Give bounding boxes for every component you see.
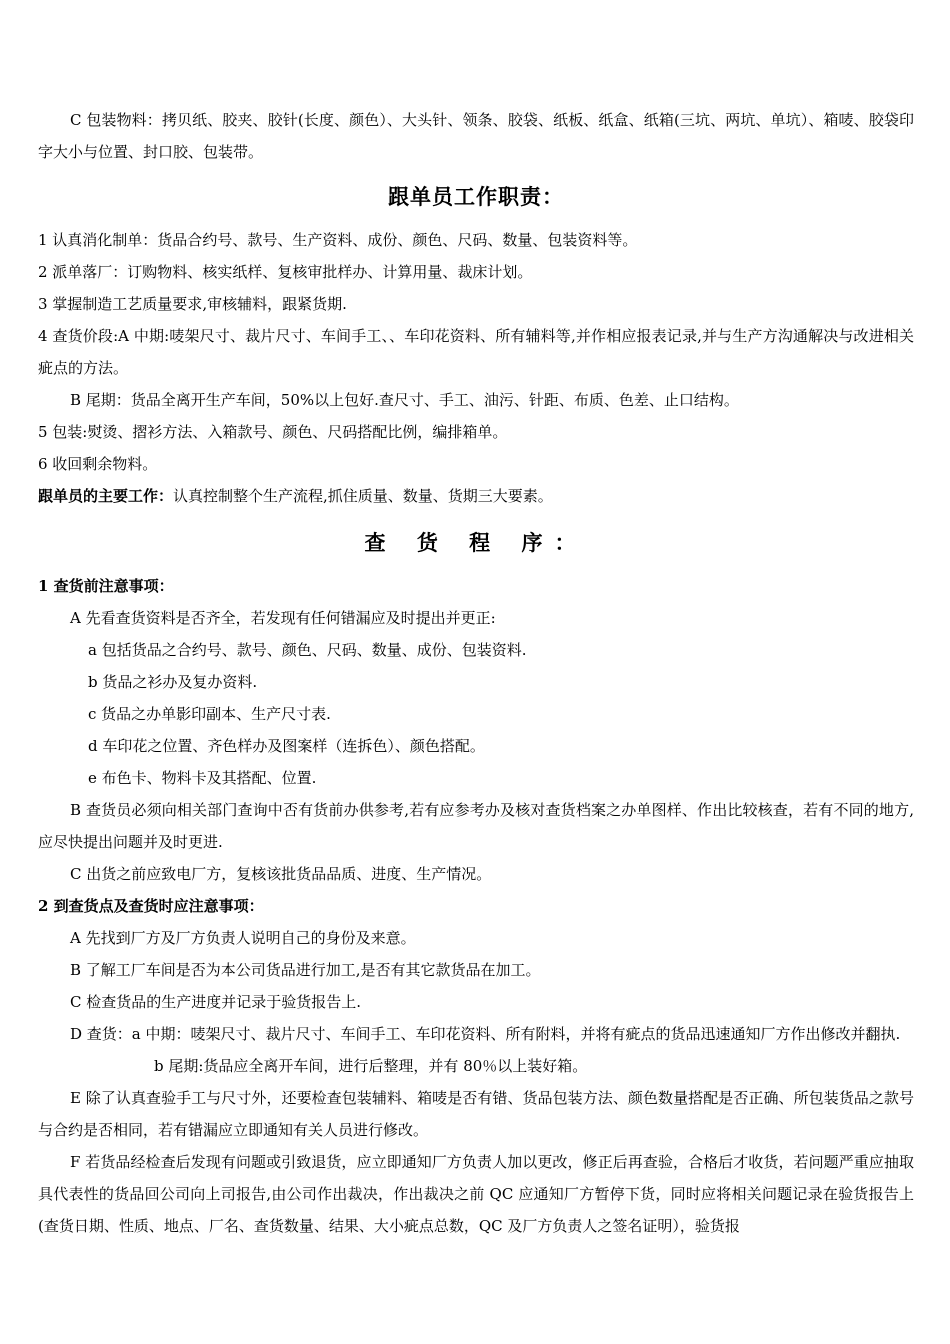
packaging-materials-paragraph: C 包装物料：拷贝纸、胶夹、胶针(长度、颜色）、大头针、领条、胶袋、纸板、纸盒、纸箱(三坑、两坑、单坑）、箱唛、胶袋印字大小与位置、封口胶、包装带。 [38,111,914,161]
inspection-1d: d 车印花之位置、齐色样办及图案样（连拆色）、颜色搭配。 [88,737,485,755]
duty-item-4b: B 尾期：货品全离开生产车间，50%以上包好.查尺寸、手工、油污、针距、布质、色差、止口结构。 [70,391,739,409]
inspection-2D: D 查货：a 中期：唛架尺寸、裁片尺寸、车间手工、车印花资料、所有附料，并将有疵点的货品迅速通知厂方作出修改并翻执. [70,1025,901,1043]
inspection-2C: C 检查货品的生产进度并记录于验货报告上. [70,993,362,1011]
document-page [38,104,914,1242]
duty-item-6: 6 收回剩余物料。 [38,455,158,473]
duty-item-2: 2 派单落厂：订购物料、核实纸样、复核审批样办、计算用量、裁床计划。 [38,263,533,281]
inspection-1C: C 出货之前应致电厂方，复核该批货品品质、进度、生产情况。 [70,865,492,883]
inspection-2F: F 若货品经检查后发现有问题或引致退货，应立即通知厂方负责人加以更改，修正后再查验，合格后才收货，若问题严重应抽取具代表性的货品回公司向上司报告,由公司作出裁决，作出裁决之前 QC 应通知厂方暂停下货，同时应将相关问题记录在验货报告上(查货日期、性质、地点、厂名、查货数量、结果、大小疵点总数，QC 及厂方负责人之签名证明），验货报 [38,1153,914,1235]
main-work-paragraph [38,480,914,512]
inspection-1A: A 先看查货资料是否齐全，若发现有任何错漏应及时提出并更正: [70,609,496,627]
inspection-2E: E 除了认真查验手工与尺寸外，还要检查包装辅料、箱唛是否有错、货品包装方法、颜色数量搭配是否正确、所包装货品之款号与合约是否相同，若有错漏应立即通知有关人员进行修改。 [38,1089,914,1139]
duty-item-3: 3 掌握制造工艺质量要求,审核辅料，跟紧货期. [38,295,347,313]
inspection-1B: B 查货员必须向相关部门查询中否有货前办供参考,若有应参考办及核对查货档案之办单图样、作出比较核查，若有不同的地方,应尽快提出问题并及时更进. [38,801,914,851]
inspection-2D-b: b 尾期:货品应全离开车间，进行后整理，并有 80％以上装好箱。 [154,1057,588,1075]
inspection-2A: A 先找到厂方及厂方负责人说明自己的身份及来意。 [70,929,416,947]
inspection-section-1-heading: 1 查货前注意事项： [38,577,174,595]
duties-title: 跟单员工作职责： [388,185,564,209]
duty-item-5: 5 包装:熨烫、摺衫方法、入箱款号、颜色、尺码搭配比例，编排箱单。 [38,423,508,441]
inspection-title: 查 货 程 序： [364,531,588,555]
main-work-label: 跟单员的主要工作： [38,487,174,505]
inspection-section-2-heading: 2 到查货点及查货时应注意事项： [38,897,264,915]
duty-item-1: 1 认真消化制单：货品合约号、款号、生产资料、成份、颜色、尺码、数量、包装资料等。 [38,231,638,249]
inspection-2B: B 了解工厂车间是否为本公司货品进行加工,是否有其它款货品在加工。 [70,961,541,979]
inspection-1c: c 货品之办单影印副本、生产尺寸表. [88,705,331,723]
inspection-1e: e 布色卡、物料卡及其搭配、位置. [88,769,317,787]
main-work-text: 认真控制整个生产流程,抓住质量、数量、货期三大要素。 [173,487,553,505]
inspection-1b: b 货品之衫办及复办资料. [88,673,258,691]
duty-item-4: 4 查货价段:A 中期:唛架尺寸、裁片尺寸、车间手工、、车印花资料、所有辅料等,并作相应报表记录,并与生产方沟通解决与改进相关疵点的方法。 [38,327,914,377]
inspection-1a: a 包括货品之合约号、款号、颜色、尺码、数量、成份、包装资料. [88,641,527,659]
